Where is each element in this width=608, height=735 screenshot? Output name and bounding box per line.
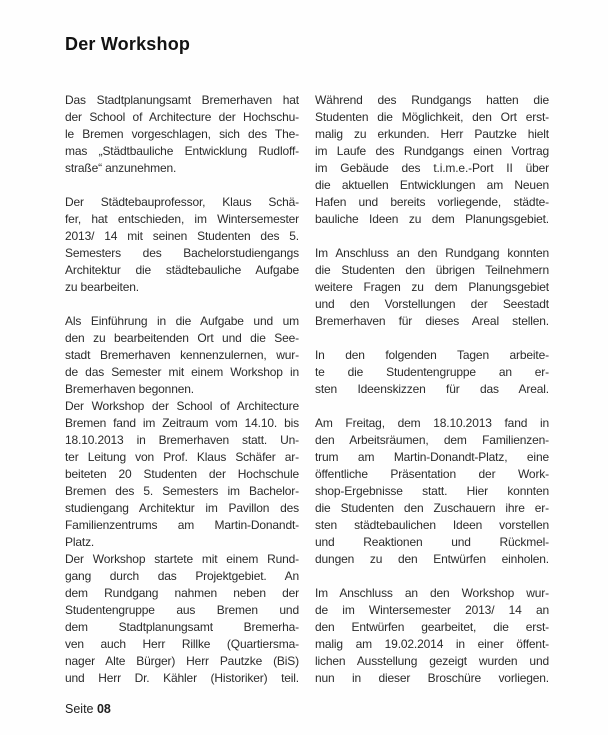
text-line: Familienzentrums am Martin-Donandt- [65, 518, 299, 532]
left-column [65, 92, 299, 687]
text-line: nager Alte Bürger) Herr Pautzke (BiS) [65, 654, 299, 668]
text-line: Bremerhaven begonnen. [65, 382, 194, 396]
text-line: den zu bearbeitenden Ort und die See- [65, 331, 299, 345]
text-line: Bremen des 5. Semesters im Bachelor- [65, 484, 299, 498]
footer-page-number: 08 [96, 702, 111, 716]
text-line: im Laufe des Rundgangs einen Vortrag [315, 144, 549, 158]
text-line: Im Anschluss an den Rundgang konnten [315, 246, 549, 260]
page-title: Der Workshop [65, 34, 191, 55]
text-line: ven auch Herr Rillke (Quartiersma- [65, 637, 299, 651]
text-line: Am Freitag, dem 18.10.2013 fand in [315, 416, 549, 430]
text-columns [65, 92, 549, 687]
paragraph [65, 551, 299, 687]
text-line: fer, hat entschieden, im Wintersemester [65, 212, 299, 226]
text-line: dungen zu den Entwürfen einholen. [315, 552, 549, 566]
text-line: lichen Ausstellung gezeigt wurden und [315, 654, 549, 668]
text-line: Während des Rundgangs hatten die [315, 93, 549, 107]
text-line: im Gebäude des t.i.m.e.-Port II über [315, 161, 549, 175]
text-line: te die Studentengruppe an er- [315, 365, 549, 379]
text-line: Das Stadtplanungsamt Bremerhaven hat [65, 93, 299, 107]
paragraph [315, 347, 549, 398]
text-line: In den folgenden Tagen arbeite- [315, 348, 549, 362]
text-line: gang durch das Projektgebiet. An [65, 569, 299, 583]
paragraph [315, 415, 549, 568]
text-line: de das Semester mit einem Workshop in [65, 365, 299, 379]
text-line: Platz. [65, 535, 95, 549]
text-line: dem Stadtplanungsamt Bremerha- [65, 620, 299, 634]
text-line: malig am 19.02.2014 in einer öffent- [315, 637, 549, 651]
text-line: der School of Architecture der Hochschu- [65, 110, 299, 124]
text-line: zu bearbeiten. [65, 280, 139, 294]
text-line: le Bremen vorgeschlagen, sich des The- [65, 127, 299, 141]
text-line: den Entwürfen gearbeitet, die erst- [315, 620, 549, 634]
text-line: studiengang Architektur im Pavillon des [65, 501, 299, 515]
paragraph [65, 92, 299, 177]
text-line: die Studenten den Zuschauern ihre er- [315, 501, 549, 515]
text-line: weitere Fragen zu dem Planungsgebiet [315, 280, 549, 294]
text-line: Der Workshop der School of Architecture [65, 399, 299, 413]
text-line: 2013/ 14 mit seinen Studenten des 5. [65, 229, 299, 243]
text-line: Semesters des Bachelorstudiengangs [65, 246, 299, 260]
text-line: und den Vorstellungen der Seestadt [315, 297, 549, 311]
text-line: Der Workshop startete mit einem Rund- [65, 552, 299, 566]
paragraph [65, 313, 299, 398]
right-column [315, 92, 549, 687]
text-line: malig zu erkunden. Herr Pautzke hielt [315, 127, 549, 141]
text-line: straße“ anzunehmen. [65, 161, 177, 175]
text-line: ter Leitung von Prof. Klaus Schäfer ar- [65, 450, 299, 464]
text-line: sten städtebaulichen Ideen vorstellen [315, 518, 549, 532]
text-line: bauliche Ideen zu dem Planungsgebiet. [315, 212, 549, 226]
text-line: Der Städtebauprofessor, Klaus Schä- [65, 195, 299, 209]
text-line: Studentengruppe aus Bremen und [65, 603, 299, 617]
text-line: shop-Ergebnisse statt. Hier konnten [315, 484, 549, 498]
text-line: und Reaktionen und Rückmel- [315, 535, 549, 549]
text-line: die Studenten den übrigen Teilnehmern [315, 263, 549, 277]
text-line: de im Wintersemester 2013/ 14 an [315, 603, 549, 617]
text-line: stadt Bremerhaven kennenzulernen, wur- [65, 348, 299, 362]
text-line: dem Rundgang nahmen neben der [65, 586, 299, 600]
text-line: Im Anschluss an den Workshop wur- [315, 586, 549, 600]
text-line: mas „Städtbauliche Entwicklung Rudloff- [65, 144, 299, 158]
paragraph [315, 92, 549, 228]
text-line: Bremerhaven für dieses Areal stellen. [315, 314, 549, 328]
paragraph [65, 398, 299, 551]
text-line: nun in dieser Broschüre vorliegen. [315, 671, 549, 685]
page-footer [65, 702, 111, 716]
text-line: Hafen und bereits vorliegende, städte- [315, 195, 549, 209]
text-line: den Arbeitsräumen, dem Familienzen- [315, 433, 549, 447]
paragraph [315, 585, 549, 687]
text-line: Architektur die städtebauliche Aufgabe [65, 263, 299, 277]
text-line: trum am Martin-Donandt-Platz, eine [315, 450, 549, 464]
text-line: 18.10.2013 in Bremerhaven statt. Un- [65, 433, 299, 447]
footer-label: Seite [65, 702, 94, 716]
text-line: und Herr Dr. Kähler (Historiker) teil. [65, 671, 299, 685]
text-line: öffentliche Präsentation der Work- [315, 467, 549, 481]
text-line: Bremen fand im Zeitraum vom 14.10. bis [65, 416, 299, 430]
text-line: beiteten 20 Studenten der Hochschule [65, 467, 299, 481]
text-line: sten Ideenskizzen für das Areal. [315, 382, 549, 396]
text-line: Studenten die Möglichkeit, den Ort erst- [315, 110, 549, 124]
text-line: die aktuellen Entwicklungen am Neuen [315, 178, 549, 192]
paragraph [315, 245, 549, 330]
paragraph [65, 194, 299, 296]
text-line: Als Einführung in die Aufgabe und um [65, 314, 299, 328]
